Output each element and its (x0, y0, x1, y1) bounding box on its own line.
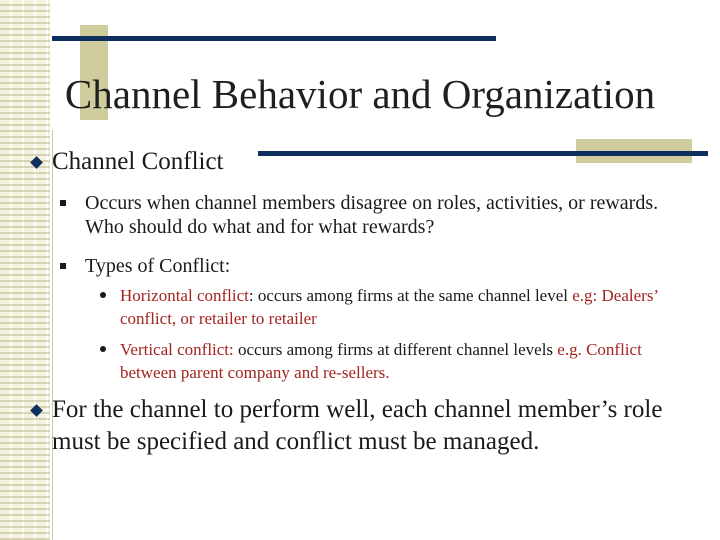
point-item (60, 254, 700, 278)
conflict-description: occurs among firms at the same channel level (253, 286, 573, 305)
point-item (60, 191, 700, 239)
square-bullet-icon (60, 200, 66, 206)
decorative-vertical-line (52, 130, 53, 540)
conflict-example: e.g. Conflict between parent company and re-sellers. (120, 340, 642, 382)
conflict-text (120, 339, 700, 384)
dot-bullet-icon (100, 292, 106, 298)
slide-title: Channel Behavior and Organization (64, 71, 656, 117)
diamond-bullet-icon (30, 156, 43, 169)
conflict-text (120, 285, 700, 330)
conclusion-text: For the channel to perform well, each channel member’s role must be specified and conflict must be managed. (52, 396, 663, 455)
conflict-item-vertical (100, 339, 700, 384)
conflict-colon: : (248, 286, 254, 305)
conflict-term: Vertical conflict: (120, 340, 234, 359)
conflict-item-horizontal (100, 285, 700, 330)
section-heading-item (32, 146, 224, 178)
title-rule (52, 36, 496, 41)
dot-bullet-icon (100, 346, 106, 352)
section-rule (258, 151, 708, 156)
square-bullet-icon (60, 263, 66, 269)
point-text: Types of Conflict: (85, 255, 231, 277)
diamond-bullet-icon (30, 404, 43, 417)
conclusion-item (32, 394, 702, 458)
conflict-description: occurs among firms at different channel levels (233, 340, 558, 359)
point-text: Occurs when channel members disagree on roles, activities, or rewards. Who should do what and for what rewards? (85, 192, 659, 238)
conflict-term: Horizontal conflict (120, 286, 249, 305)
conflict-example: e.g: Dealers’ conflict, or retailer to retailer (120, 286, 658, 328)
section-heading: Channel Conflict (52, 148, 224, 175)
